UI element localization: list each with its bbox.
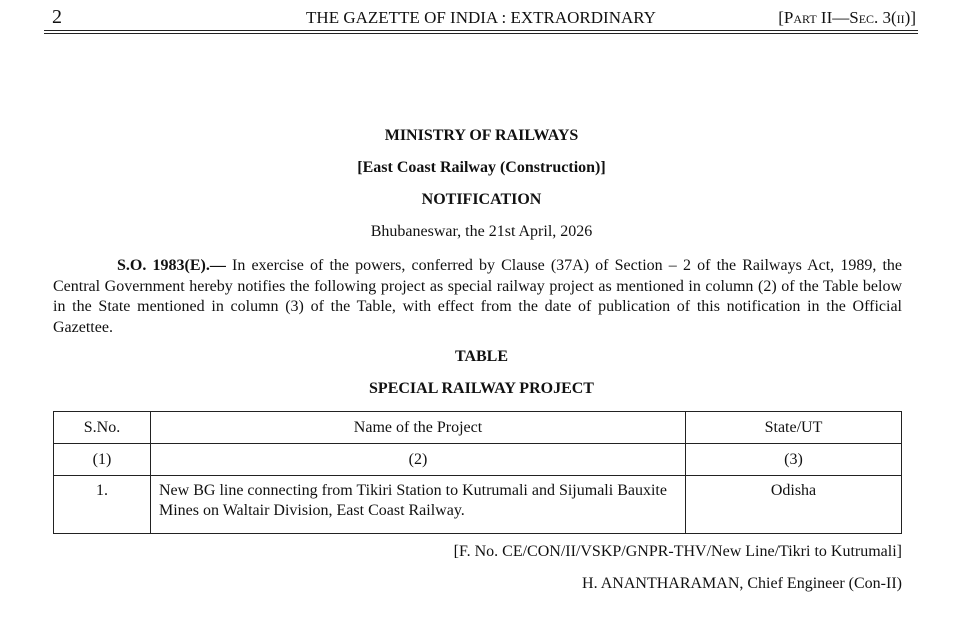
department-heading: [East Coast Railway (Construction)] (357, 159, 606, 176)
header-rule-top (44, 30, 918, 31)
notification-heading: NOTIFICATION (421, 191, 542, 208)
signatory: H. ANANTHARAMAN, Chief Engineer (Con-II) (582, 575, 902, 592)
col-header-state: State/UT (686, 412, 902, 444)
file-number: [F. No. CE/CON/II/VSKP/GNPR-THV/New Line/Tikri to Kutrumali] (453, 543, 902, 560)
header-rule-bottom (44, 33, 918, 34)
col-number-3: (3) (686, 444, 902, 476)
table-header-row (54, 412, 902, 444)
gazette-title: THE GAZETTE OF INDIA : EXTRAORDINARY (306, 8, 656, 27)
table-subheading: SPECIAL RAILWAY PROJECT (369, 380, 594, 397)
notification-body (53, 256, 902, 338)
project-table (53, 411, 902, 534)
table-heading: TABLE (454, 348, 509, 365)
row-sno: 1. (54, 476, 151, 534)
part-section: [Part II—Sec. 3(ii)] (778, 8, 916, 27)
col-number-1: (1) (54, 444, 151, 476)
col-number-2: (2) (151, 444, 686, 476)
place-date: Bhubaneswar, the 21st April, 2026 (370, 223, 593, 240)
column-number-row (54, 444, 902, 476)
row-project-name: New BG line connecting from Tikiri Station to Kutrumali and Sijumali Bauxite Mines on Waltair Division, East Coast Railway. (151, 476, 686, 534)
body-text: In exercise of the powers, conferred by Clause (37A) of Section – 2 of the Railways Act, 1989, the Central Government hereby notifies the following project as special railway project as mentioned in column (2) of the Table below in the State mentioned in column (3) of the Table, with effect from the date of publication of this notification in the Official Gazettee. (53, 257, 903, 336)
table-row (54, 476, 902, 534)
order-number: S.O. 1983(E).— (117, 257, 226, 274)
row-state: Odisha (686, 476, 902, 534)
col-header-sno: S.No. (54, 412, 151, 444)
running-header (44, 4, 918, 30)
page-number: 2 (52, 6, 62, 28)
ministry-heading: MINISTRY OF RAILWAYS (384, 127, 579, 144)
col-header-project: Name of the Project (151, 412, 686, 444)
